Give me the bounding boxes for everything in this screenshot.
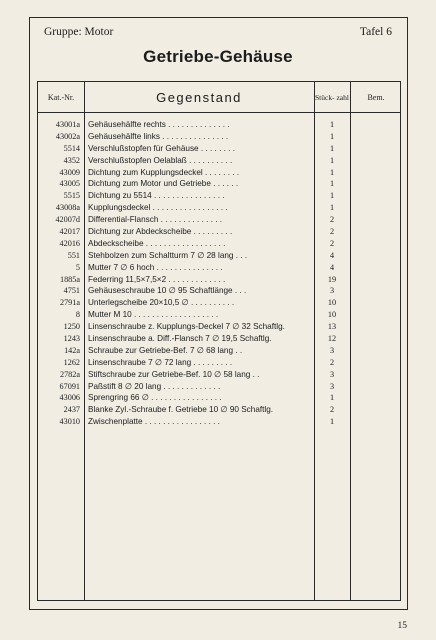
cell-kat-nr: 1243 (63, 334, 80, 344)
cell-kat-nr: 43008a (55, 203, 80, 213)
cell-stueckzahl: 1 (329, 155, 335, 165)
cell-kat-nr: 43001a (55, 120, 80, 129)
cell-stueckzahl: 2 (329, 405, 335, 415)
table-row (38, 369, 400, 381)
table-row (38, 178, 400, 190)
page-header (44, 26, 392, 38)
cell-gegenstand: Stiftschraube zur Getriebe-Bef. 10 ∅ 58 lang . . (88, 369, 260, 379)
cell-stueckzahl: 2 (329, 215, 335, 225)
cell-gegenstand: Stehbolzen zum Schaltturm 7 ∅ 28 lang . . . (88, 250, 248, 260)
cell-stueckzahl: 4 (329, 262, 335, 272)
table-row (38, 404, 400, 416)
table-row (38, 119, 400, 131)
cell-stueckzahl: 2 (329, 238, 335, 248)
table-row (38, 238, 400, 250)
table-row (38, 202, 400, 214)
cell-gegenstand: Unterlegscheibe 20×10,5 ∅ . . . . . . . . . . (88, 298, 235, 308)
cell-kat-nr: 1250 (63, 322, 80, 332)
cell-kat-nr: 42017 (59, 227, 80, 237)
table-row (38, 155, 400, 167)
cell-kat-nr: 551 (67, 250, 80, 260)
cell-kat-nr: 42016 (59, 238, 80, 248)
cell-stueckzahl: 1 (329, 191, 335, 201)
cell-gegenstand: Dichtung zum Motor und Getriebe . . . . . . (88, 179, 239, 189)
cell-gegenstand: Paßstift 8 ∅ 20 lang . . . . . . . . . . . . . (88, 381, 221, 391)
table-row (38, 321, 400, 333)
cell-gegenstand: Verschlußstopfen für Gehäuse . . . . . . . . (88, 143, 235, 153)
cell-stueckzahl: 3 (329, 381, 335, 391)
table-row (38, 309, 400, 321)
cell-gegenstand: Differential-Flansch . . . . . . . . . . . . . . (88, 215, 223, 225)
table-row (38, 297, 400, 309)
col-header-gegenstand: Gegenstand (156, 89, 242, 105)
cell-kat-nr: 5515 (63, 191, 80, 201)
table-row (38, 274, 400, 286)
table-row (38, 333, 400, 345)
cell-gegenstand: Linsenschraube z. Kupplungs-Deckel 7 ∅ 32 Schaftlg. (88, 322, 285, 332)
cell-gegenstand: Dichtung zum Kupplungsdeckel . . . . . . . . (88, 167, 240, 177)
cell-kat-nr: 43002a (55, 131, 80, 141)
cell-kat-nr: 5 (75, 262, 80, 272)
cell-stueckzahl: 1 (329, 203, 335, 213)
cell-stueckzahl: 10 (327, 310, 337, 320)
cell-kat-nr: 4751 (63, 286, 80, 296)
cell-stueckzahl: 10 (327, 298, 337, 308)
cell-gegenstand: Linsenschraube a. Diff.-Flansch 7 ∅ 19,5 Schaftlg. (88, 334, 272, 344)
table-row (38, 357, 400, 369)
cell-kat-nr: 1885a (59, 274, 80, 284)
cell-stueckzahl: 2 (329, 357, 335, 367)
table-row (38, 167, 400, 179)
cell-kat-nr: 67091 (59, 381, 80, 391)
cell-gegenstand: Gehäuseschraube 10 ∅ 95 Schaftlänge . . . (88, 286, 247, 296)
table-row (38, 190, 400, 202)
cell-stueckzahl: 19 (327, 274, 337, 284)
cell-gegenstand: Gehäusehälfte links . . . . . . . . . . . . . . . (88, 131, 229, 141)
cell-kat-nr: 1262 (63, 357, 80, 367)
cell-stueckzahl: 13 (327, 322, 337, 332)
cell-stueckzahl: 1 (329, 143, 335, 153)
cell-gegenstand: Schraube zur Getriebe-Bef. 7 ∅ 68 lang . . (88, 345, 243, 355)
cell-kat-nr: 142a (64, 345, 80, 355)
cell-kat-nr: 5514 (63, 143, 80, 153)
cell-gegenstand: Dichtung zu 5514 . . . . . . . . . . . . . . . . (88, 191, 225, 201)
page-title: Getriebe-Gehäuse (143, 47, 293, 66)
table-row (38, 226, 400, 238)
table-row (38, 250, 400, 262)
cell-stueckzahl: 1 (329, 120, 335, 129)
plate-label: Tafel 6 (359, 26, 392, 38)
cell-kat-nr: 2782a (59, 369, 80, 379)
cell-gegenstand: Linsenschraube 7 ∅ 72 lang . . . . . . . . . (88, 357, 233, 367)
cell-stueckzahl: 1 (329, 179, 335, 189)
cell-kat-nr: 8 (75, 310, 80, 320)
cell-gegenstand: Gehäusehälfte rechts . . . . . . . . . . . . . . (88, 120, 230, 129)
cell-kat-nr: 2791a (59, 298, 80, 308)
cell-gegenstand: Abdeckscheibe . . . . . . . . . . . . . . . . . . (88, 238, 226, 248)
table-row (38, 285, 400, 297)
table-row (38, 262, 400, 274)
cell-kat-nr: 43005 (59, 179, 80, 189)
col-header-stueckzahl: Stück- zahl (315, 92, 349, 102)
cell-stueckzahl: 1 (329, 167, 335, 177)
cell-kat-nr: 2437 (63, 405, 80, 415)
cell-gegenstand: Dichtung zur Abdeckscheibe . . . . . . . . . (88, 227, 233, 237)
cell-kat-nr: 43010 (59, 417, 80, 427)
cell-stueckzahl: 2 (329, 227, 335, 237)
cell-gegenstand: Kupplungsdeckel . . . . . . . . . . . . . . . . . (88, 203, 228, 213)
group-label: Gruppe: Motor (44, 26, 114, 38)
cell-kat-nr: 4352 (63, 155, 80, 165)
cell-kat-nr: 43006 (59, 393, 80, 403)
parts-table (37, 81, 401, 601)
table-row (38, 131, 400, 143)
cell-gegenstand: Zwischenplatte . . . . . . . . . . . . . . . . . (88, 417, 220, 427)
cell-gegenstand: Federring 11,5×7,5×2 . . . . . . . . . . . . . (88, 274, 226, 284)
cell-stueckzahl: 3 (329, 369, 335, 379)
cell-stueckzahl: 1 (329, 393, 335, 403)
table-row (38, 214, 400, 226)
cell-stueckzahl: 4 (329, 250, 335, 260)
cell-kat-nr: 42007d (55, 215, 80, 225)
col-header-bem: Bem. (367, 92, 385, 102)
cell-gegenstand: Mutter 7 ∅ 6 hoch . . . . . . . . . . . . . . . (88, 262, 223, 272)
cell-stueckzahl: 1 (329, 417, 335, 427)
table-row (38, 381, 400, 393)
cell-gegenstand: Verschlußstopfen Oelablaß . . . . . . . . . . (88, 155, 233, 165)
cell-gegenstand: Blanke Zyl.-Schraube f. Getriebe 10 ∅ 90 Schaftlg. (88, 405, 274, 415)
table-body (38, 119, 400, 428)
header-divider (38, 112, 400, 113)
table-row (38, 345, 400, 357)
col-header-kat-nr: Kat.-Nr. (47, 92, 75, 102)
table-row (38, 143, 400, 155)
table-row (38, 392, 400, 404)
cell-gegenstand: Sprengring 66 ∅ . . . . . . . . . . . . . . . . (88, 393, 222, 403)
cell-stueckzahl: 12 (327, 334, 337, 344)
cell-stueckzahl: 1 (329, 131, 335, 141)
cell-stueckzahl: 3 (329, 286, 335, 296)
table-row (38, 416, 400, 428)
cell-kat-nr: 43009 (59, 167, 80, 177)
cell-gegenstand: Mutter M 10 . . . . . . . . . . . . . . . . . . . (88, 310, 219, 320)
cell-stueckzahl: 3 (329, 345, 335, 355)
page-number: 15 (397, 621, 407, 631)
